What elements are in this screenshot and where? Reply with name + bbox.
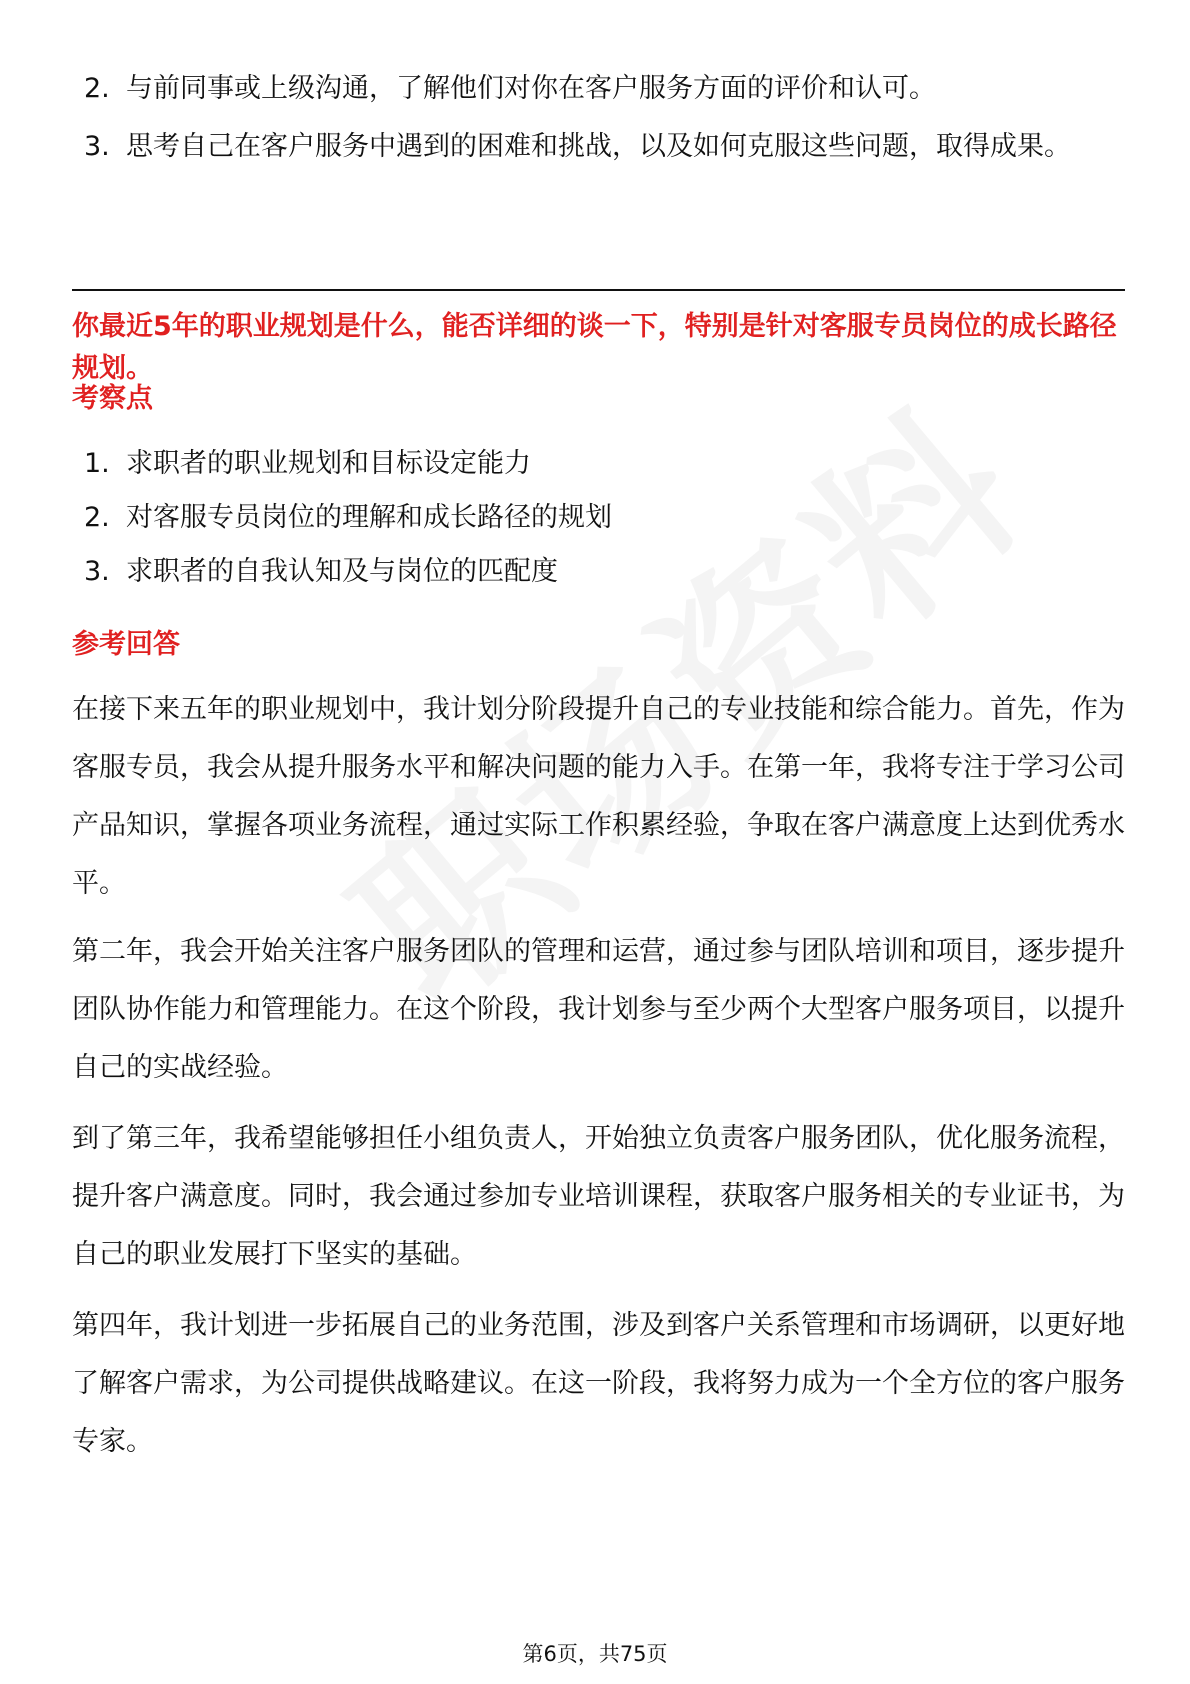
answer-heading: 参考回答 [72, 629, 180, 660]
list-text: 对客服专员岗位的理解和成长路径的规划 [126, 502, 612, 533]
list-number: 3. [84, 131, 110, 162]
key-points-heading: 考察点 [72, 383, 153, 414]
list-item [66, 491, 1126, 545]
page-number-footer: 第6页，共75页 [522, 1642, 668, 1666]
list-text: 求职者的职业规划和目标设定能力 [126, 448, 531, 479]
list-number: 3. [84, 556, 110, 587]
interview-question: 你最近5年的职业规划是什么，能否详细的谈一下，特别是针对客服专员岗位的成长路径规划。 [72, 311, 1117, 384]
key-points-list [66, 437, 1126, 599]
list-item [66, 437, 1126, 491]
list-item [66, 120, 1126, 173]
answer-paragraph: 第二年，我会开始关注客户服务团队的管理和运营，通过参与团队培训和项目，逐步提升团队协作能力和管理能力。在这个阶段，我计划参与至少两个大型客户服务项目，以提升自己的实战经验。 [72, 936, 1125, 1083]
list-item [66, 62, 1126, 115]
answer-paragraph: 到了第三年，我希望能够担任小组负责人，开始独立负责客户服务团队，优化服务流程，提升客户满意度。同时，我会通过参加专业培训课程，获取客户服务相关的专业证书，为自己的职业发展打下坚实的基础。 [72, 1123, 1125, 1270]
list-text: 与前同事或上级沟通，了解他们对你在客户服务方面的评价和认可。 [126, 73, 936, 104]
list-text: 求职者的自我认知及与岗位的匹配度 [126, 556, 558, 587]
list-number: 1. [84, 448, 110, 479]
list-text: 思考自己在客户服务中遇到的困难和挑战，以及如何克服这些问题，取得成果。 [126, 131, 1071, 162]
answer-paragraph: 第四年，我计划进一步拓展自己的业务范围，涉及到客户关系管理和市场调研，以更好地了解客户需求，为公司提供战略建议。在这一阶段，我将努力成为一个全方位的客户服务专家。 [72, 1310, 1125, 1457]
section-divider [72, 289, 1125, 291]
list-item [66, 545, 1126, 599]
answer-paragraph: 在接下来五年的职业规划中，我计划分阶段提升自己的专业技能和综合能力。首先，作为客服专员，我会从提升服务水平和解决问题的能力入手。在第一年，我将专注于学习公司产品知识，掌握各项业务流程，通过实际工作积累经验，争取在客户满意度上达到优秀水平。 [72, 694, 1125, 899]
list-number: 2. [84, 502, 110, 533]
list-number: 2. [84, 73, 110, 104]
previous-points-list [66, 62, 1126, 178]
